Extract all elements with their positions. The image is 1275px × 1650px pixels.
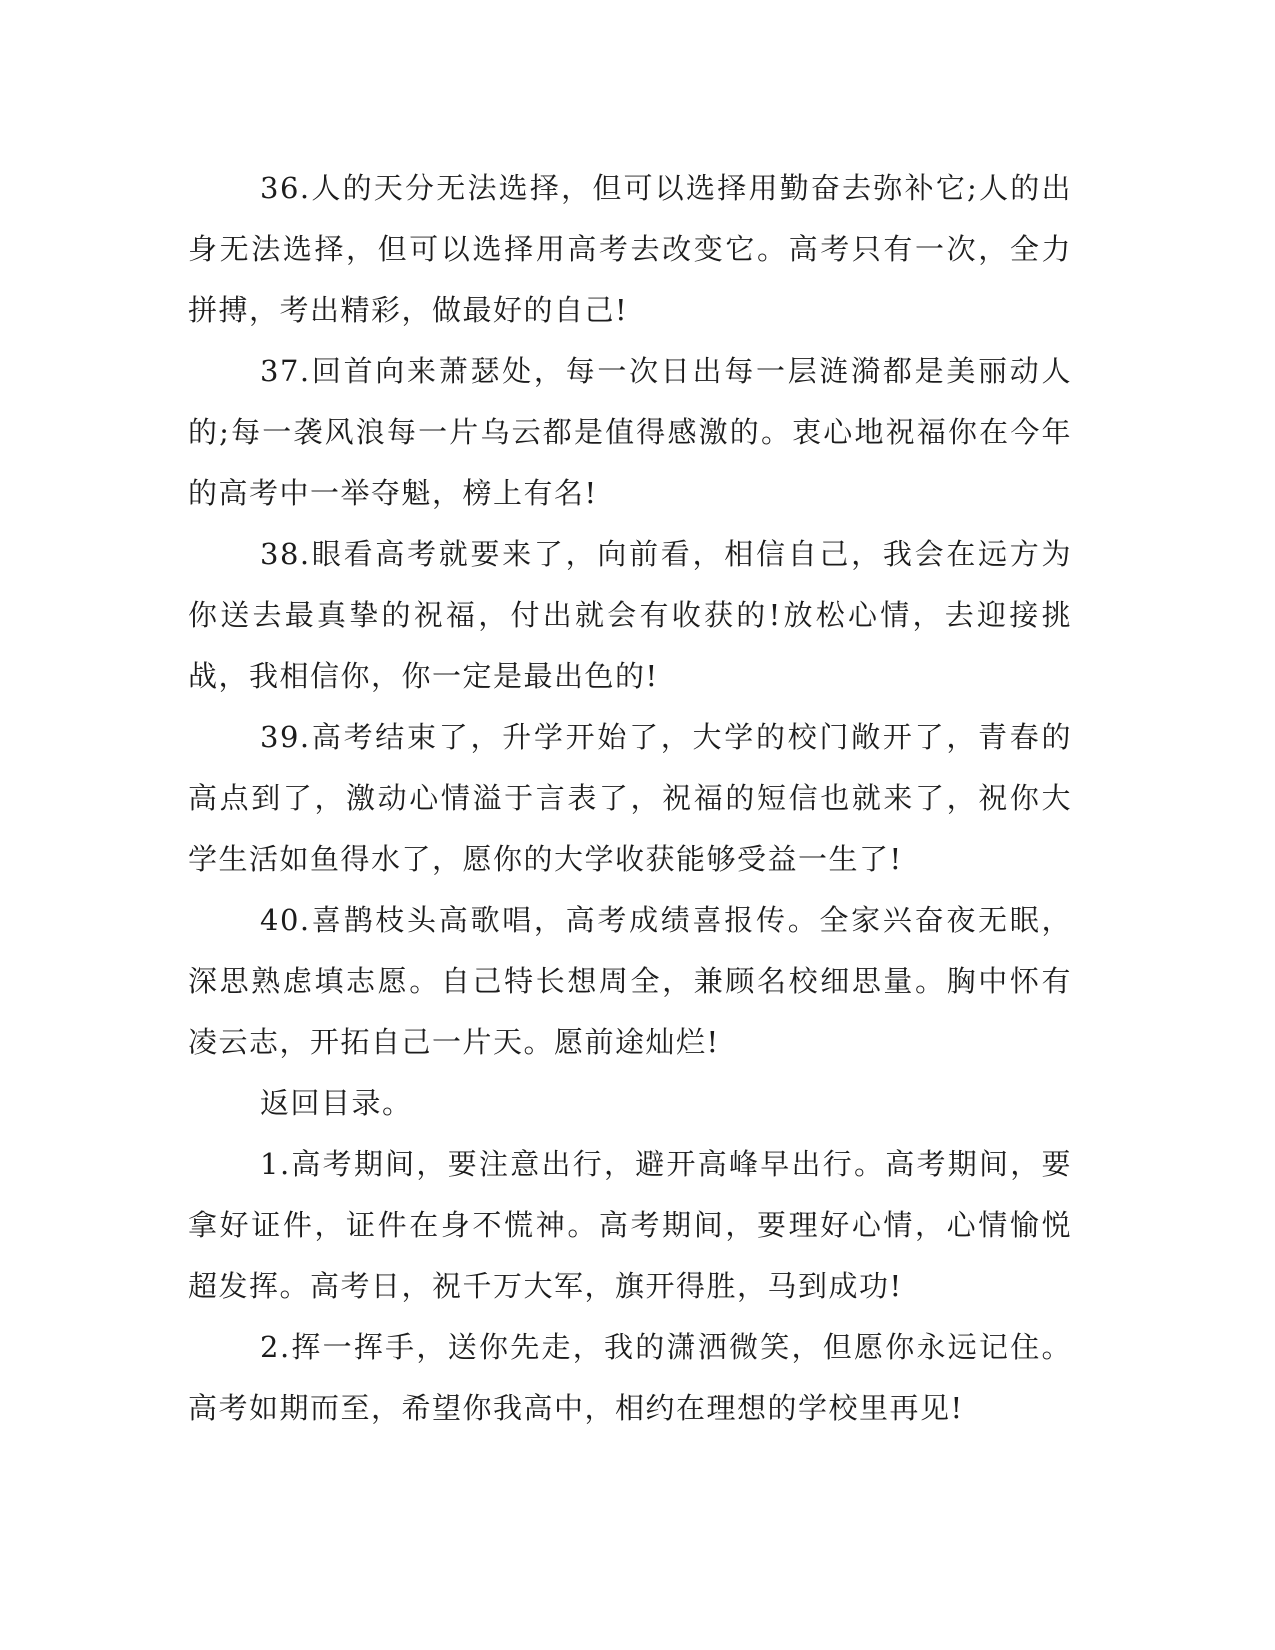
paragraph-36: 36.人的天分无法选择，但可以选择用勤奋去弥补它;人的出身无法选择，但可以选择用高考去改变它。高考只有一次，全力拼搏，考出精彩，做最好的自己!: [188, 171, 1072, 327]
document-body: [188, 158, 1072, 1439]
back-to-contents: 返回目录。: [260, 1086, 413, 1120]
paragraph-1: 1.高考期间，要注意出行，避开高峰早出行。高考期间，要拿好证件，证件在身不慌神。高考期间，要理好心情，心情愉悦超发挥。高考日，祝千万大军，旗开得胜，马到成功!: [188, 1147, 1072, 1303]
paragraph-39: 39.高考结束了，升学开始了，大学的校门敞开了，青春的高点到了，激动心情溢于言表了，祝福的短信也就来了，祝你大学生活如鱼得水了，愿你的大学收获能够受益一生了!: [188, 720, 1072, 876]
paragraph-2: 2.挥一挥手，送你先走，我的潇洒微笑，但愿你永远记住。高考如期而至，希望你我高中，相约在理想的学校里再见!: [188, 1330, 1072, 1425]
paragraph-40: 40.喜鹊枝头高歌唱，高考成绩喜报传。全家兴奋夜无眠，深思熟虑填志愿。自己特长想周全，兼顾名校细思量。胸中怀有凌云志，开拓自己一片天。愿前途灿烂!: [188, 903, 1072, 1059]
paragraph-37: 37.回首向来萧瑟处，每一次日出每一层涟漪都是美丽动人的;每一袭风浪每一片乌云都是值得感激的。衷心地祝福你在今年的高考中一举夺魁，榜上有名!: [188, 354, 1072, 510]
paragraph-38: 38.眼看高考就要来了，向前看，相信自己，我会在远方为你送去最真挚的祝福，付出就会有收获的!放松心情，去迎接挑战，我相信你，你一定是最出色的!: [188, 537, 1072, 693]
